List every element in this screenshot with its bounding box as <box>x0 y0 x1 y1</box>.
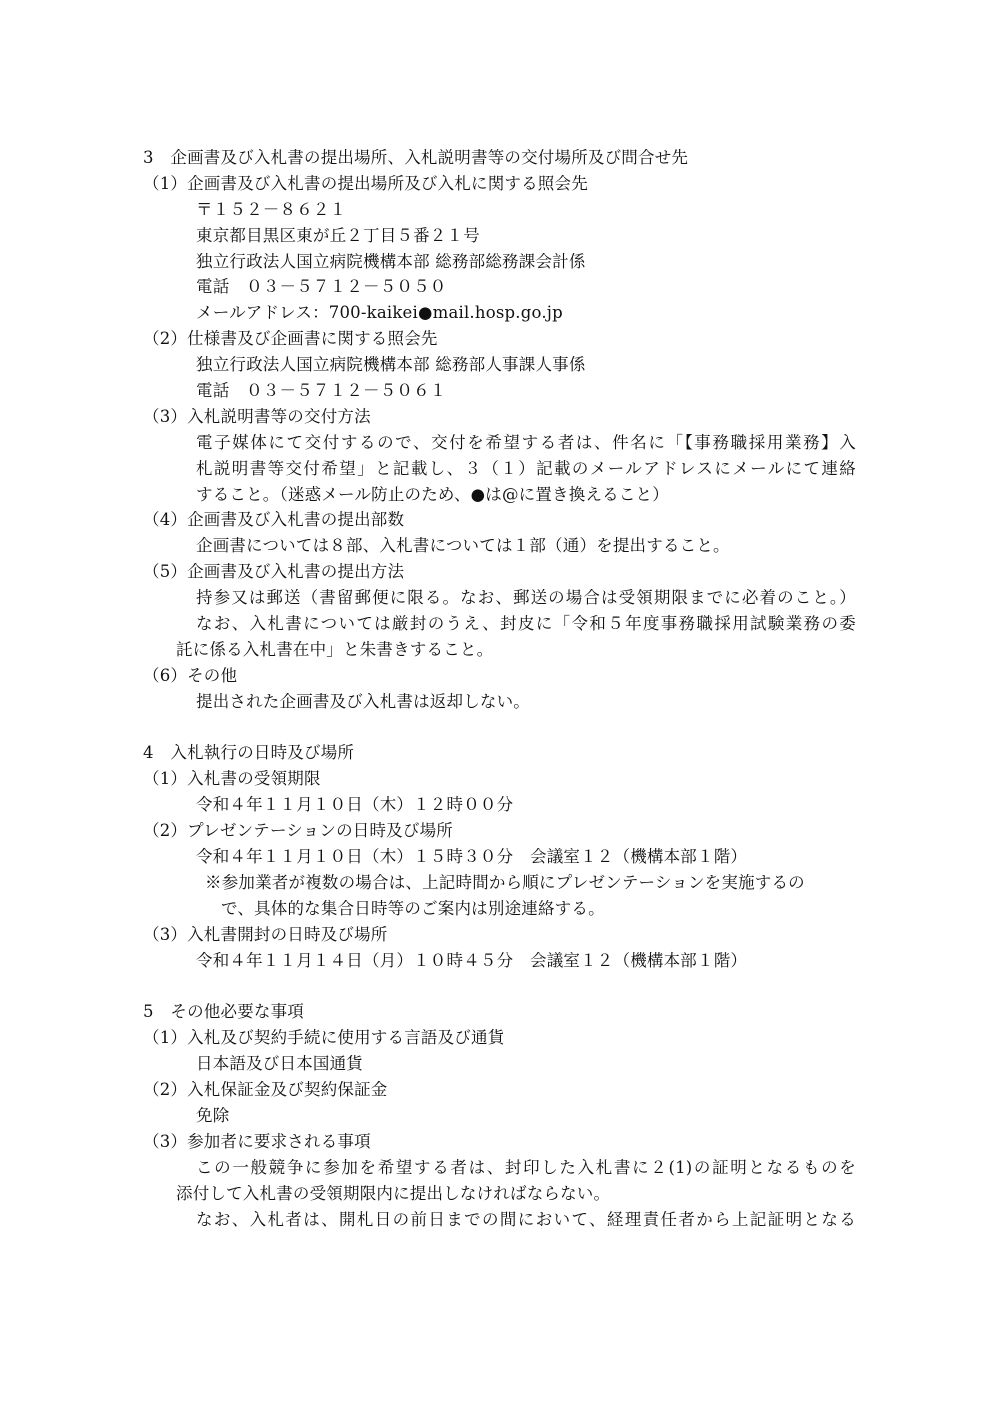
other-note: 提出された企画書及び入札書は返却しない。 <box>196 691 530 711</box>
section-5-item-2-title: （2）入札保証金及び契約保証金 <box>143 1080 388 1100</box>
presentation-note-line-1: ※参加業者が複数の場合は、上記時間から順にプレゼンテーションを実施するの <box>205 872 805 892</box>
presentation-note-line-2: で、具体的な集合日時等のご案内は別途連絡する。 <box>221 898 605 918</box>
presentation-datetime: 令和４年１１月１０日（木）１５時３０分 会議室１２（機構本部１階） <box>196 847 748 867</box>
section-3-item-2-title: （2）仕様書及び企画書に関する照会先 <box>143 329 438 349</box>
section-3-item-3-title: （3）入札説明書等の交付方法 <box>143 406 371 426</box>
section-gap <box>143 974 863 1000</box>
section-4-heading: 4 入札執行の日時及び場所 <box>143 743 355 763</box>
section-3-heading: 3 企画書及び入札書の提出場所、入札説明書等の交付場所及び問合せ先 <box>143 148 689 167</box>
section-3-item-5-title: （5）企画書及び入札書の提出方法 <box>143 562 405 582</box>
deposit-exemption: 免除 <box>196 1105 230 1125</box>
contact-organization-accounting: 独立行政法人国立病院機構本部 総務部総務課会計係 <box>196 251 586 271</box>
bid-deadline: 令和４年１１月１０日（木）１２時００分 <box>196 795 514 815</box>
section-4-item-1-title: （1）入札書の受領期限 <box>143 769 321 789</box>
phone-personnel: 電話 ０３－５７１２－５０６１ <box>196 381 447 401</box>
section-3-item-6-title: （6）その他 <box>143 665 238 685</box>
bid-opening-datetime: 令和４年１１月１４日（月）１０時４５分 会議室１２（機構本部１階） <box>196 950 748 970</box>
delivery-method-line-2: 札説明書等交付希望」と記載し、３（１）記載のメールアドレスにメールにて連絡 <box>196 458 856 478</box>
email-address: メールアドレス：700-kaikei●mail.hosp.go.jp <box>196 303 563 323</box>
delivery-method-line-1: 電子媒体にて交付するので、交付を希望する者は、件名に「【事務職採用業務】入 <box>196 432 856 452</box>
participant-requirement-line-3: なお、入札者は、開札日の前日までの間において、経理責任者から上記証明となる <box>196 1209 856 1229</box>
section-5-item-1-title: （1）入札及び契約手続に使用する言語及び通貨 <box>143 1028 505 1048</box>
section-5-item-3-title: （3）参加者に要求される事項 <box>143 1131 371 1151</box>
participant-requirement-line-2: 添付して入札書の受領期限内に提出しなければならない。 <box>176 1183 611 1203</box>
section-4-item-2-title: （2）プレゼンテーションの日時及び場所 <box>143 821 453 841</box>
postal-code: 〒１５２－８６２１ <box>196 199 347 219</box>
submission-method-line-3: 託に係る入札書在中」と朱書きすること。 <box>176 639 494 659</box>
address: 東京都目黒区東が丘２丁目５番２１号 <box>196 225 480 245</box>
section-gap <box>143 715 863 741</box>
document-body <box>143 145 863 1232</box>
contact-organization-personnel: 独立行政法人国立病院機構本部 総務部人事課人事係 <box>196 355 586 375</box>
language-currency: 日本語及び日本国通貨 <box>196 1054 363 1074</box>
submission-count: 企画書については８部、入札書については１部（通）を提出すること。 <box>196 536 730 556</box>
section-3-item-1-title: （1）企画書及び入札書の提出場所及び入札に関する照会先 <box>143 173 588 193</box>
section-4-item-3-title: （3）入札書開封の日時及び場所 <box>143 924 388 944</box>
submission-method-line-1: 持参又は郵送（書留郵便に限る。なお、郵送の場合は受領期限までに必着のこと。） <box>196 588 856 608</box>
submission-method-line-2: なお、入札書については厳封のうえ、封皮に「令和５年度事務職採用試験業務の委 <box>196 614 856 634</box>
participant-requirement-line-1: この一般競争に参加を希望する者は、封印した入札書に２(1)の証明となるものを <box>196 1157 856 1177</box>
section-3-item-4-title: （4）企画書及び入札書の提出部数 <box>143 510 405 530</box>
phone-accounting: 電話 ０３－５７１２－５０５０ <box>196 277 447 297</box>
delivery-method-line-3: すること。（迷惑メール防止のため、●は@に置き換えること） <box>196 484 669 504</box>
section-5-heading: 5 その他必要な事項 <box>143 1002 304 1022</box>
